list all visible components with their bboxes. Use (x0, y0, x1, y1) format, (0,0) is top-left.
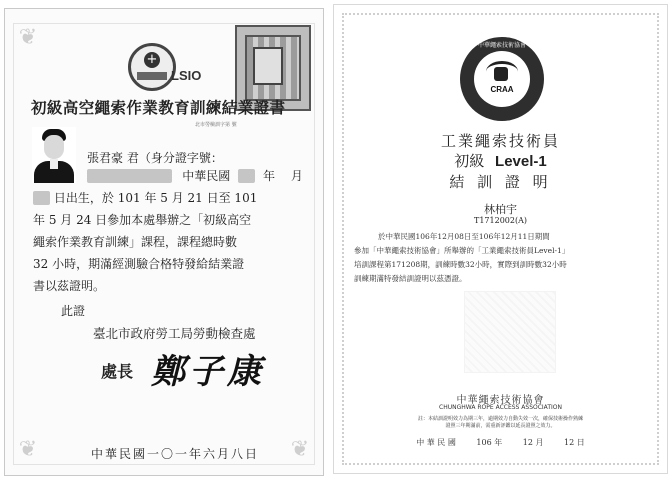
body-line-5: 32 小時，期滿經測驗合格特發給結業證 (33, 257, 245, 271)
certificate-number: T1712002(A) (474, 216, 527, 225)
corner-ornament-icon: ❦ (290, 437, 310, 462)
certificate-note: 此證 (61, 304, 86, 318)
chief-signature: 鄭子康 (151, 352, 265, 392)
recipient-name-id: 張君豪 君（身分證字號： (87, 151, 223, 165)
body-line-1: 於中華民國106年12月08日至106年12月11日期間 (378, 232, 550, 241)
issue-date: 中 華 民 國 106 年 12 月 12 日 (416, 438, 585, 447)
body-line-3: 年 5 月 24 日參加本處舉辦之「初級高空 (33, 213, 252, 227)
craa-logo-icon: 中華繩索技術協會 CRAA (460, 37, 544, 121)
org-name-english: CHUNGHWA ROPE ACCESS ASSOCIATION (439, 404, 562, 411)
faint-seal-stamp-icon (464, 291, 556, 373)
recipient-line (87, 149, 223, 166)
left-certificate (4, 8, 324, 476)
footnote-2: 證照三年期滿前，需重新評鑑以延長證照之效力。 (445, 423, 556, 429)
document-number: 北市勞檢訓字第 號 (195, 122, 237, 128)
body-line-4: 繩索作業教育訓練」課程，課程總時數 (33, 235, 238, 249)
labor-inspection-logo-icon: + (128, 43, 176, 91)
birth-line-2: 日出生，於 101 年 5 月 21 日至 101 (33, 189, 257, 206)
org-name: 中華繩索技術協會 (456, 395, 545, 406)
chief-title: 處長 (101, 362, 134, 381)
certificate-title-2: 初級 Level-1 (454, 152, 547, 170)
certificate-title: 初級高空繩索作業教育訓練結業證書 (31, 98, 286, 117)
certificate-title-1: 工業繩索技術員 (440, 132, 560, 150)
corner-ornament-icon: ❦ (18, 437, 38, 462)
body-line-6: 書以茲證明。 (33, 279, 106, 293)
redacted-id (87, 169, 172, 183)
redacted-year (238, 169, 255, 183)
certificate-title-3: 結 訓 證 明 (449, 173, 552, 191)
issue-date: 中華民國一〇一年六月八日 (91, 447, 260, 461)
right-certificate (333, 4, 668, 474)
corner-ornament-icon: ❦ (18, 25, 38, 50)
recipient-name: 林柏宇 (484, 203, 517, 216)
birth-line-1: 中華民國 年 月 (87, 167, 303, 184)
body-line-3: 培訓課程第171208期，訓練時數32小時，實際到訓時數32小時 (354, 260, 567, 269)
body-line-2: 參加「中華繩索技術協會」所舉辦的「工業繩索技術員Level-1」 (354, 246, 570, 255)
redacted-day (33, 191, 50, 205)
body-line-4: 訓練期滿特發結訓證明以茲憑證。 (354, 274, 467, 283)
footnote-1: 註：本結訓證明效力為期三年，逾期效力自動失效一次，確保技術操作熟練 (417, 416, 583, 422)
issuer-name: 臺北市政府勞工局勞動檢查處 (93, 326, 256, 341)
logo-text: LSIO (171, 68, 202, 83)
portrait-photo (32, 127, 76, 183)
